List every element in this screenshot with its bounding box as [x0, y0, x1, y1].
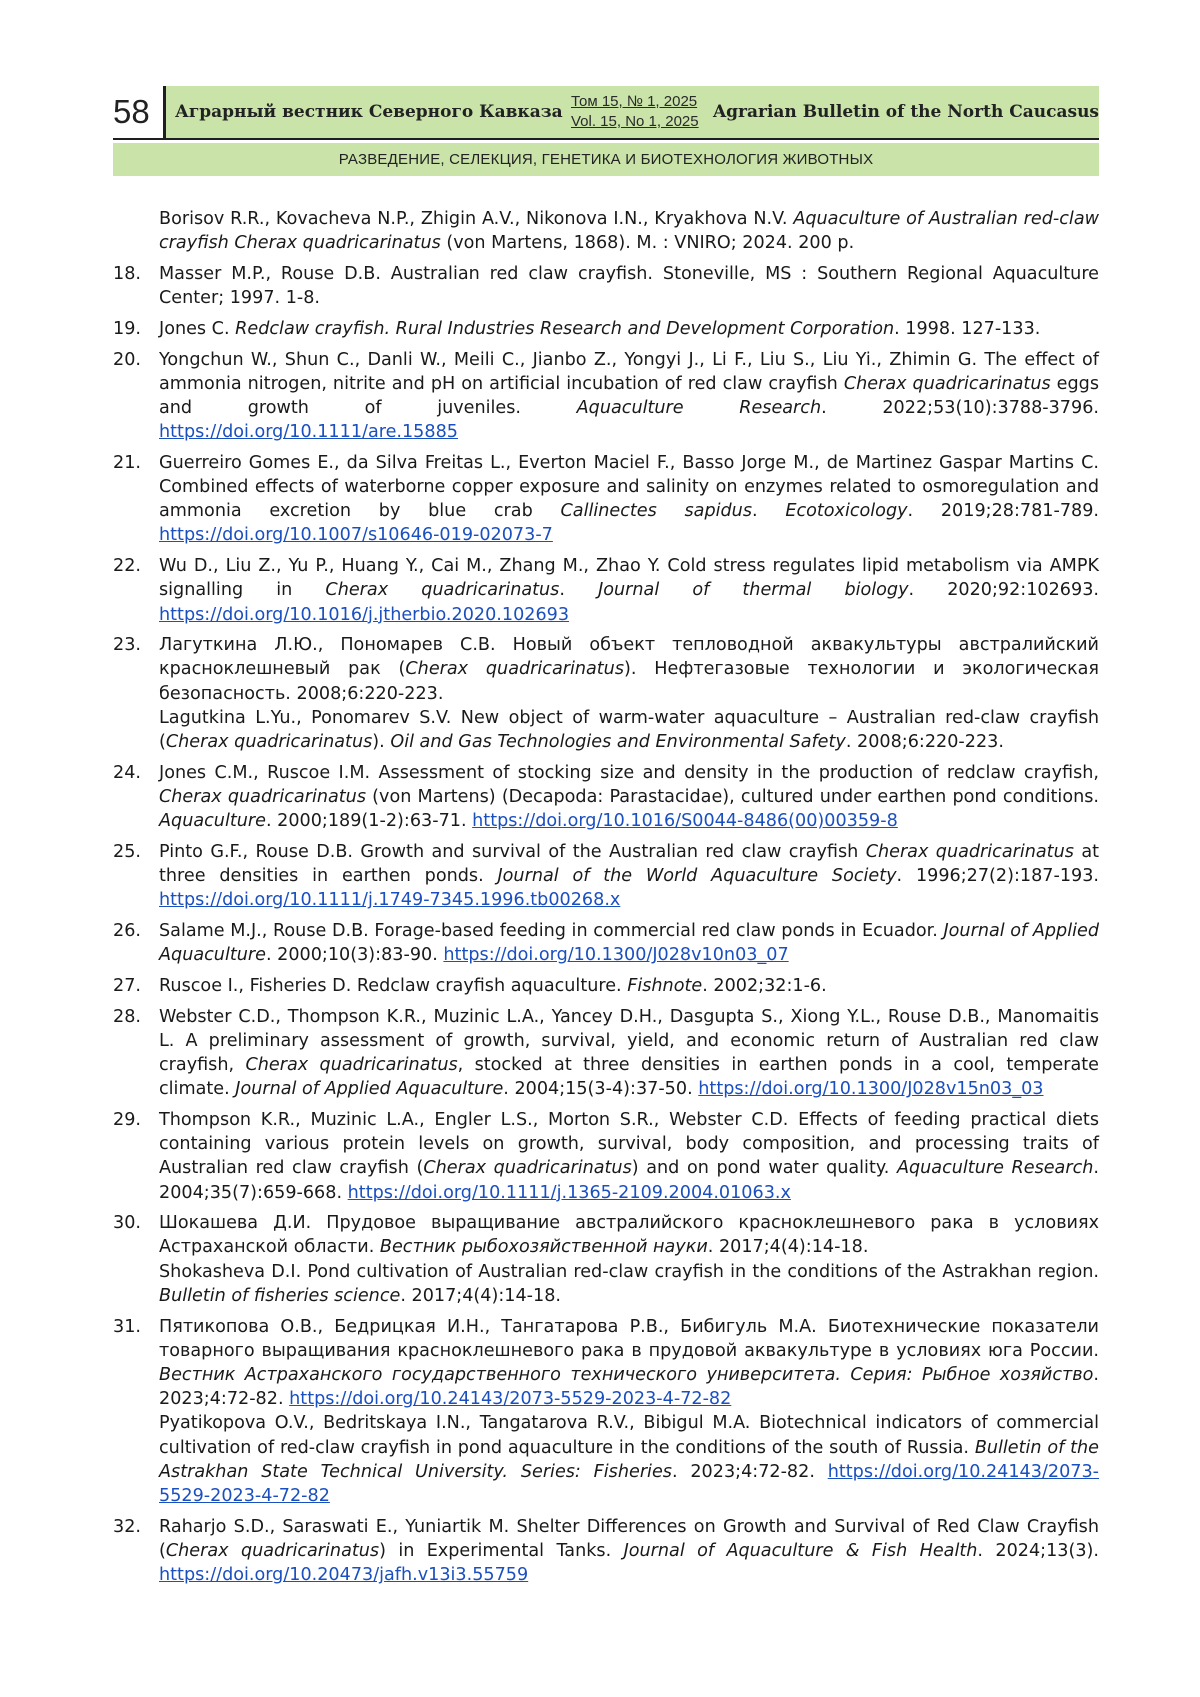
volume-info — [571, 92, 701, 132]
italic-text: Aquaculture Research — [896, 1158, 1094, 1179]
reference-number: 25. — [113, 841, 141, 862]
reference-text: . 2004;35(7):659-668. — [159, 1158, 1099, 1203]
reference-text: Wu D., Liu Z., Yu P., Huang Y., Cai M., Zhang M., Zhao Y. Cold stress regulates lipid metabolism via AMPK signalling in — [159, 556, 1099, 601]
italic-text: Cherax quadricarinatus — [405, 659, 624, 680]
italic-text: Aquaculture — [159, 811, 266, 832]
reference-number: 22. — [113, 556, 141, 577]
reference-text: Guerreiro Gomes E., da Silva Freitas L., Everton Maciel F., Basso Jorge M., de Martinez Gaspar Martins C. Combined effects of waterborne copper exposure and salinity on enzymes related to osmoregulation and ammonia excretion by blue crab — [159, 452, 1099, 522]
reference-paragraph — [159, 554, 1099, 627]
italic-text: Oil and Gas Technologies and Environmental Safety — [390, 732, 846, 753]
italic-text: Cherax quadricarinatus — [165, 732, 373, 753]
reference-text: . 2000;10(3):83-90. — [265, 945, 444, 966]
reference-text: Lagutkina L.Yu., Ponomarev S.V. New object of warm-water aquaculture – Australian red-claw crayfish ( — [159, 707, 1099, 753]
reference-paragraph — [159, 1260, 1099, 1308]
doi-link[interactable]: https://doi.org/10.1016/j.jtherbio.2020.102693 — [159, 604, 570, 625]
reference-number: 28. — [113, 1006, 141, 1027]
reference-text: Thompson K.R., Muzinic L.A., Engler L.S., Morton S.R., Webster C.D. Effects of feeding practical diets containing various protein levels on growth, survival, body composition, and processing traits of Australian red claw crayfish ( — [159, 1109, 1099, 1179]
italic-text: Redclaw crayfish. Rural Industries Research and Development Corporation — [235, 318, 895, 339]
reference-paragraph — [159, 706, 1099, 754]
reference-number: 29. — [113, 1109, 141, 1130]
reference-text: Raharjo S.D., Saraswati E., Yuniartik M. Shelter Differences on Growth and Survival of Red Claw Crayfish ( — [159, 1516, 1099, 1561]
reference-paragraph — [159, 919, 1099, 967]
reference-item — [113, 554, 1099, 627]
reference-text: . 2024;13(3). — [977, 1540, 1099, 1561]
reference-number: 27. — [113, 975, 141, 996]
reference-text: Пятикопова О.В., Бедрицкая И.Н., Тангатарова Р.В., Бибигуль М.А. Биотехнические показатели товарного выращивания красноклешневого рака в прудовой аквакультуре в условиях юга России. — [159, 1316, 1099, 1361]
italic-text: Ecotoxicology — [785, 501, 908, 522]
italic-text: Cherax quadricarinatus — [325, 580, 560, 601]
reference-paragraph — [159, 348, 1099, 445]
reference-number: 18. — [113, 263, 141, 284]
italic-text: Cherax quadricarinatus — [245, 1055, 458, 1075]
doi-link[interactable]: https://doi.org/10.24143/2073-5529-2023-4-72-82 — [289, 1389, 732, 1410]
reference-text: . — [559, 580, 599, 601]
reference-number: 31. — [113, 1316, 141, 1337]
doi-link[interactable]: https://doi.org/10.20473/jafh.v13i3.55759 — [159, 1565, 529, 1586]
italic-text: Вестник Астраханского государственного технического университета. Серия: Рыбное хозяйство — [159, 1364, 1094, 1385]
reference-paragraph — [159, 451, 1099, 548]
reference-item — [113, 1315, 1099, 1509]
reference-text: . 2022;53(10):3788-3796. — [821, 397, 1099, 418]
reference-text: Шокашева Д.И. Прудовое выращивание австралийского красноклешневого рака в условиях Астраханской области. — [159, 1213, 1099, 1258]
italic-text: Cherax quadricarinatus — [159, 786, 366, 807]
reference-text: . 2008;6:220-223. — [845, 732, 1004, 753]
italic-text: Cherax quadricarinatus — [423, 1158, 632, 1179]
italic-text: Cherax quadricarinatus — [165, 1540, 380, 1561]
reference-text: Masser M.P., Rouse D.B. Australian red claw crayfish. Stoneville, MS : Southern Regional Aquaculture Center; 1997. 1-8. — [159, 263, 1099, 309]
reference-number: 20. — [113, 349, 141, 370]
reference-text: Jones C. — [159, 318, 236, 339]
page-number: 58 — [113, 86, 163, 138]
reference-item — [113, 761, 1099, 834]
reference-item — [113, 1211, 1099, 1308]
italic-text: Fishnote — [627, 975, 703, 996]
reference-text: . 2023;4:72-82. — [671, 1461, 828, 1482]
reference-text: Pinto G.F., Rouse D.B. Growth and survival of the Australian red claw crayfish — [159, 841, 866, 862]
italic-text: Callinectes sapidus — [560, 501, 752, 522]
doi-link[interactable]: https://doi.org/10.1300/J028v15n03_03 — [698, 1079, 1044, 1100]
italic-text: Journal of Applied Aquaculture — [235, 1079, 504, 1100]
reference-item — [113, 919, 1099, 967]
reference-number: 24. — [113, 762, 141, 783]
reference-text: ) in Experimental Tanks. — [379, 1540, 624, 1561]
reference-paragraph — [159, 633, 1099, 706]
reference-item — [113, 317, 1099, 341]
reference-number: 26. — [113, 920, 141, 941]
reference-text: (von Martens) (Decapoda: Parastacidae), cultured under earthen pond conditions. — [365, 786, 1099, 807]
reference-paragraph — [159, 262, 1099, 310]
reference-item — [113, 1515, 1099, 1588]
reference-text: Pyatikopova O.V., Bedritskaya I.N., Tangatarova R.V., Bibigul M.A. Biotechnical indicators of commercial cultivation of red-claw crayfish in pond aquaculture in the conditions of the south of Russia. — [159, 1413, 1099, 1458]
italic-text: Journal of the World Aquaculture Society — [497, 866, 897, 887]
reference-number: 23. — [113, 635, 141, 656]
reference-number: 32. — [113, 1516, 141, 1537]
reference-paragraph — [159, 761, 1099, 834]
italic-text: Cherax quadricarinatus — [843, 373, 1051, 394]
reference-text: Shokasheva D.I. Pond cultivation of Australian red-claw crayfish in the conditions of the Astrakhan region. — [159, 1261, 1099, 1282]
reference-text: . 2017;4(4):14-18. — [707, 1237, 869, 1258]
doi-link[interactable]: https://doi.org/10.1007/s10646-019-02073-7 — [159, 525, 553, 546]
reference-item — [113, 633, 1099, 754]
reference-text: ). Нефтегазовые технологии и экологическая безопасность. 2008;6:220-223. — [159, 659, 1099, 704]
italic-text: Cherax quadricarinatus — [865, 841, 1074, 862]
reference-text: . 1996;27(2):187-193. — [896, 866, 1099, 887]
italic-text: Journal of Applied Aquaculture — [159, 920, 1099, 966]
reference-number: 21. — [113, 452, 141, 473]
reference-number: 19. — [113, 318, 141, 339]
reference-text: Jones C.M., Ruscoe I.M. Assessment of stocking size and density in the production of redclaw crayfish, — [159, 762, 1099, 783]
reference-text: ). — [372, 732, 391, 753]
reference-paragraph — [159, 1108, 1099, 1205]
reference-paragraph — [159, 1515, 1099, 1588]
italic-text: Bulletin of fisheries science — [159, 1285, 401, 1306]
journal-title-en: Agrarian Bulletin of the North Caucasus — [712, 102, 1099, 122]
reference-item — [113, 451, 1099, 548]
reference-paragraph — [159, 1211, 1099, 1259]
reference-list — [113, 207, 1099, 1594]
reference-text: . 2019;28:781-789. — [907, 501, 1099, 522]
italic-text: Journal of thermal biology — [598, 580, 909, 601]
volume-en: Vol. 15, No 1, 2025 — [571, 113, 699, 130]
reference-text: Yongchun W., Shun C., Danli W., Meili C., Jianbo Z., Yongyi J., Li F., Liu S., Liu Yi., Zhimin G. The effect of ammonia nitrogen, nitrite and pH on artificial incubation of red claw crayfish — [159, 349, 1099, 394]
reference-text: at three densities in earthen ponds. — [159, 841, 1099, 887]
reference-text: Salame M.J., Rouse D.B. Forage-based feeding in commercial red claw ponds in Ecuador. — [159, 920, 944, 941]
italic-text: Bulletin of the Astrakhan State Technical University. Series: Fisheries — [159, 1437, 1099, 1482]
reference-paragraph — [159, 317, 1099, 341]
doi-link[interactable]: https://doi.org/10.1111/are.15885 — [159, 422, 458, 443]
doi-link[interactable]: https://doi.org/10.1300/J028v10n03_07 — [443, 945, 789, 966]
reference-text: (von Martens, 1868). M. : VNIRO; 2024. 200 p. — [440, 233, 855, 254]
reference-paragraph — [159, 1411, 1099, 1508]
section-title: РАЗВЕДЕНИЕ, СЕЛЕКЦИЯ, ГЕНЕТИКА И БИОТЕХНОЛОГИЯ ЖИВОТНЫХ — [113, 143, 1099, 176]
reference-paragraph — [159, 1315, 1099, 1412]
reference-item — [113, 262, 1099, 310]
reference-text: . 2020;92:102693. — [908, 580, 1099, 601]
reference-item — [113, 974, 1099, 998]
header-divider — [163, 86, 166, 138]
reference-text: Webster C.D., Thompson K.R., Muzinic L.A., Yancey D.H., Dasgupta S., Xiong Y.L., Rouse D.B., Manomaitis L. A preliminary assessment of growth, survival, yield, and economic return of Australian red claw crayfish, — [159, 1006, 1099, 1075]
reference-text: . 2004;15(3-4):37-50. — [503, 1079, 699, 1100]
reference-paragraph — [159, 1005, 1099, 1102]
reference-text: Ruscoe I., Fisheries D. Redclaw crayfish aquaculture. — [159, 975, 628, 996]
reference-text: . 2002;32:1-6. — [702, 975, 827, 996]
reference-text: eggs and growth of juveniles. — [159, 373, 1099, 418]
volume-ru: Том 15, № 1, 2025 — [571, 93, 698, 110]
italic-text: Journal of Aquaculture & Fish Health — [623, 1540, 978, 1561]
reference-text: . — [752, 501, 786, 522]
reference-text: ) and on pond water quality. — [631, 1158, 897, 1179]
doi-link[interactable]: https://doi.org/10.1111/j.1749-7345.1996.tb00268.x — [159, 890, 621, 911]
reference-item — [113, 1108, 1099, 1205]
italic-text: Aquaculture of Australian red-claw crayfish Cherax quadricarinatus — [159, 209, 1099, 254]
reference-item — [113, 207, 1099, 255]
reference-number: 30. — [113, 1213, 141, 1234]
doi-link[interactable]: https://doi.org/10.24143/2073-5529-2023-4-72-82 — [159, 1461, 1099, 1506]
reference-text: Лагуткина Л.Ю., Пономарев С.В. Новый объект тепловодной аквакультуры австралийский красноклешневый рак ( — [159, 635, 1099, 680]
reference-text: . 2017;4(4):14-18. — [400, 1285, 561, 1306]
header-rule — [113, 138, 1099, 140]
doi-link[interactable]: https://doi.org/10.1016/S0044-8486(00)00359-8 — [472, 811, 898, 832]
reference-text: . 2000;189(1-2):63-71. — [265, 811, 473, 832]
reference-paragraph — [159, 207, 1099, 255]
reference-item — [113, 840, 1099, 913]
reference-paragraph — [159, 840, 1099, 913]
reference-text: Borisov R.R., Kovacheva N.P., Zhigin A.V., Nikonova I.N., Kryakhova N.V. — [159, 209, 794, 229]
journal-title-ru: Аграрный вестник Северного Кавказа — [175, 102, 563, 122]
reference-item — [113, 1005, 1099, 1102]
reference-text: , stocked at three densities in earthen ponds in a cool, temperate climate. — [159, 1055, 1099, 1100]
reference-paragraph — [159, 974, 1099, 998]
italic-text: Вестник рыбохозяйственной науки — [379, 1237, 708, 1258]
doi-link[interactable]: https://doi.org/10.1111/j.1365-2109.2004.01063.x — [347, 1182, 791, 1203]
reference-text: . 1998. 127-133. — [894, 318, 1041, 339]
reference-text: . 2023;4:72-82. — [159, 1364, 1099, 1410]
reference-item — [113, 348, 1099, 445]
italic-text: Aquaculture Research — [576, 397, 822, 418]
